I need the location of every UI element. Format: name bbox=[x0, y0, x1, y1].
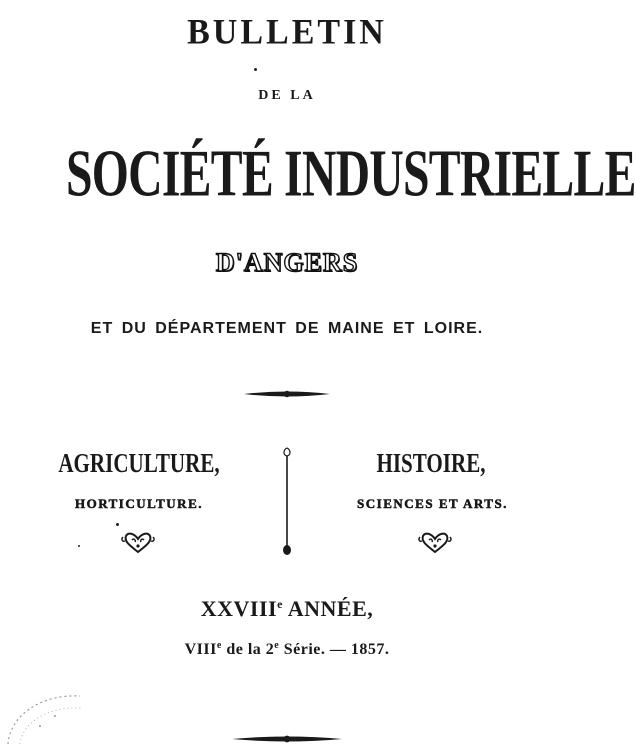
annee-line bbox=[0, 596, 574, 622]
library-stamp bbox=[0, 686, 110, 744]
sciences-arts-subheading: SCIENCES ET ARTS. bbox=[357, 496, 508, 511]
print-speck bbox=[116, 523, 119, 526]
print-speck bbox=[254, 68, 257, 71]
histoire-heading: HISTOIRE, bbox=[376, 448, 486, 478]
serie-end: Série. — 1857. bbox=[283, 641, 390, 658]
serie-numeral: VIII bbox=[184, 641, 217, 658]
heart-ornament-icon bbox=[418, 531, 452, 555]
dangers-line: D'ANGERS bbox=[215, 248, 359, 277]
society-name: SOCIÉTÉ INDUSTRIELLE bbox=[66, 137, 636, 211]
horticulture-subheading: HORTICULTURE. bbox=[74, 496, 203, 511]
departement-line: ET DU DÉPARTEMENT DE MAINE ET LOIRE. bbox=[90, 320, 484, 337]
annee-superscript: e bbox=[277, 597, 283, 611]
de-la-line: DE LA bbox=[258, 88, 316, 103]
serie-line bbox=[0, 640, 574, 659]
ornamental-rule-bottom bbox=[230, 733, 344, 744]
serie-superscript-1: e bbox=[216, 640, 222, 651]
annee-word: ANNÉE, bbox=[287, 596, 374, 621]
bulletin-heading: BULLETIN bbox=[187, 13, 387, 52]
serie-superscript-2: e bbox=[274, 640, 280, 651]
ornamental-rule-top bbox=[242, 386, 332, 402]
annee-numeral: XXVIII bbox=[200, 596, 278, 621]
heart-ornament-icon bbox=[121, 531, 155, 555]
agriculture-heading: AGRICULTURE, bbox=[58, 448, 220, 478]
print-speck bbox=[78, 545, 80, 547]
vertical-divider bbox=[278, 446, 296, 558]
serie-middle: de la 2 bbox=[226, 641, 275, 658]
